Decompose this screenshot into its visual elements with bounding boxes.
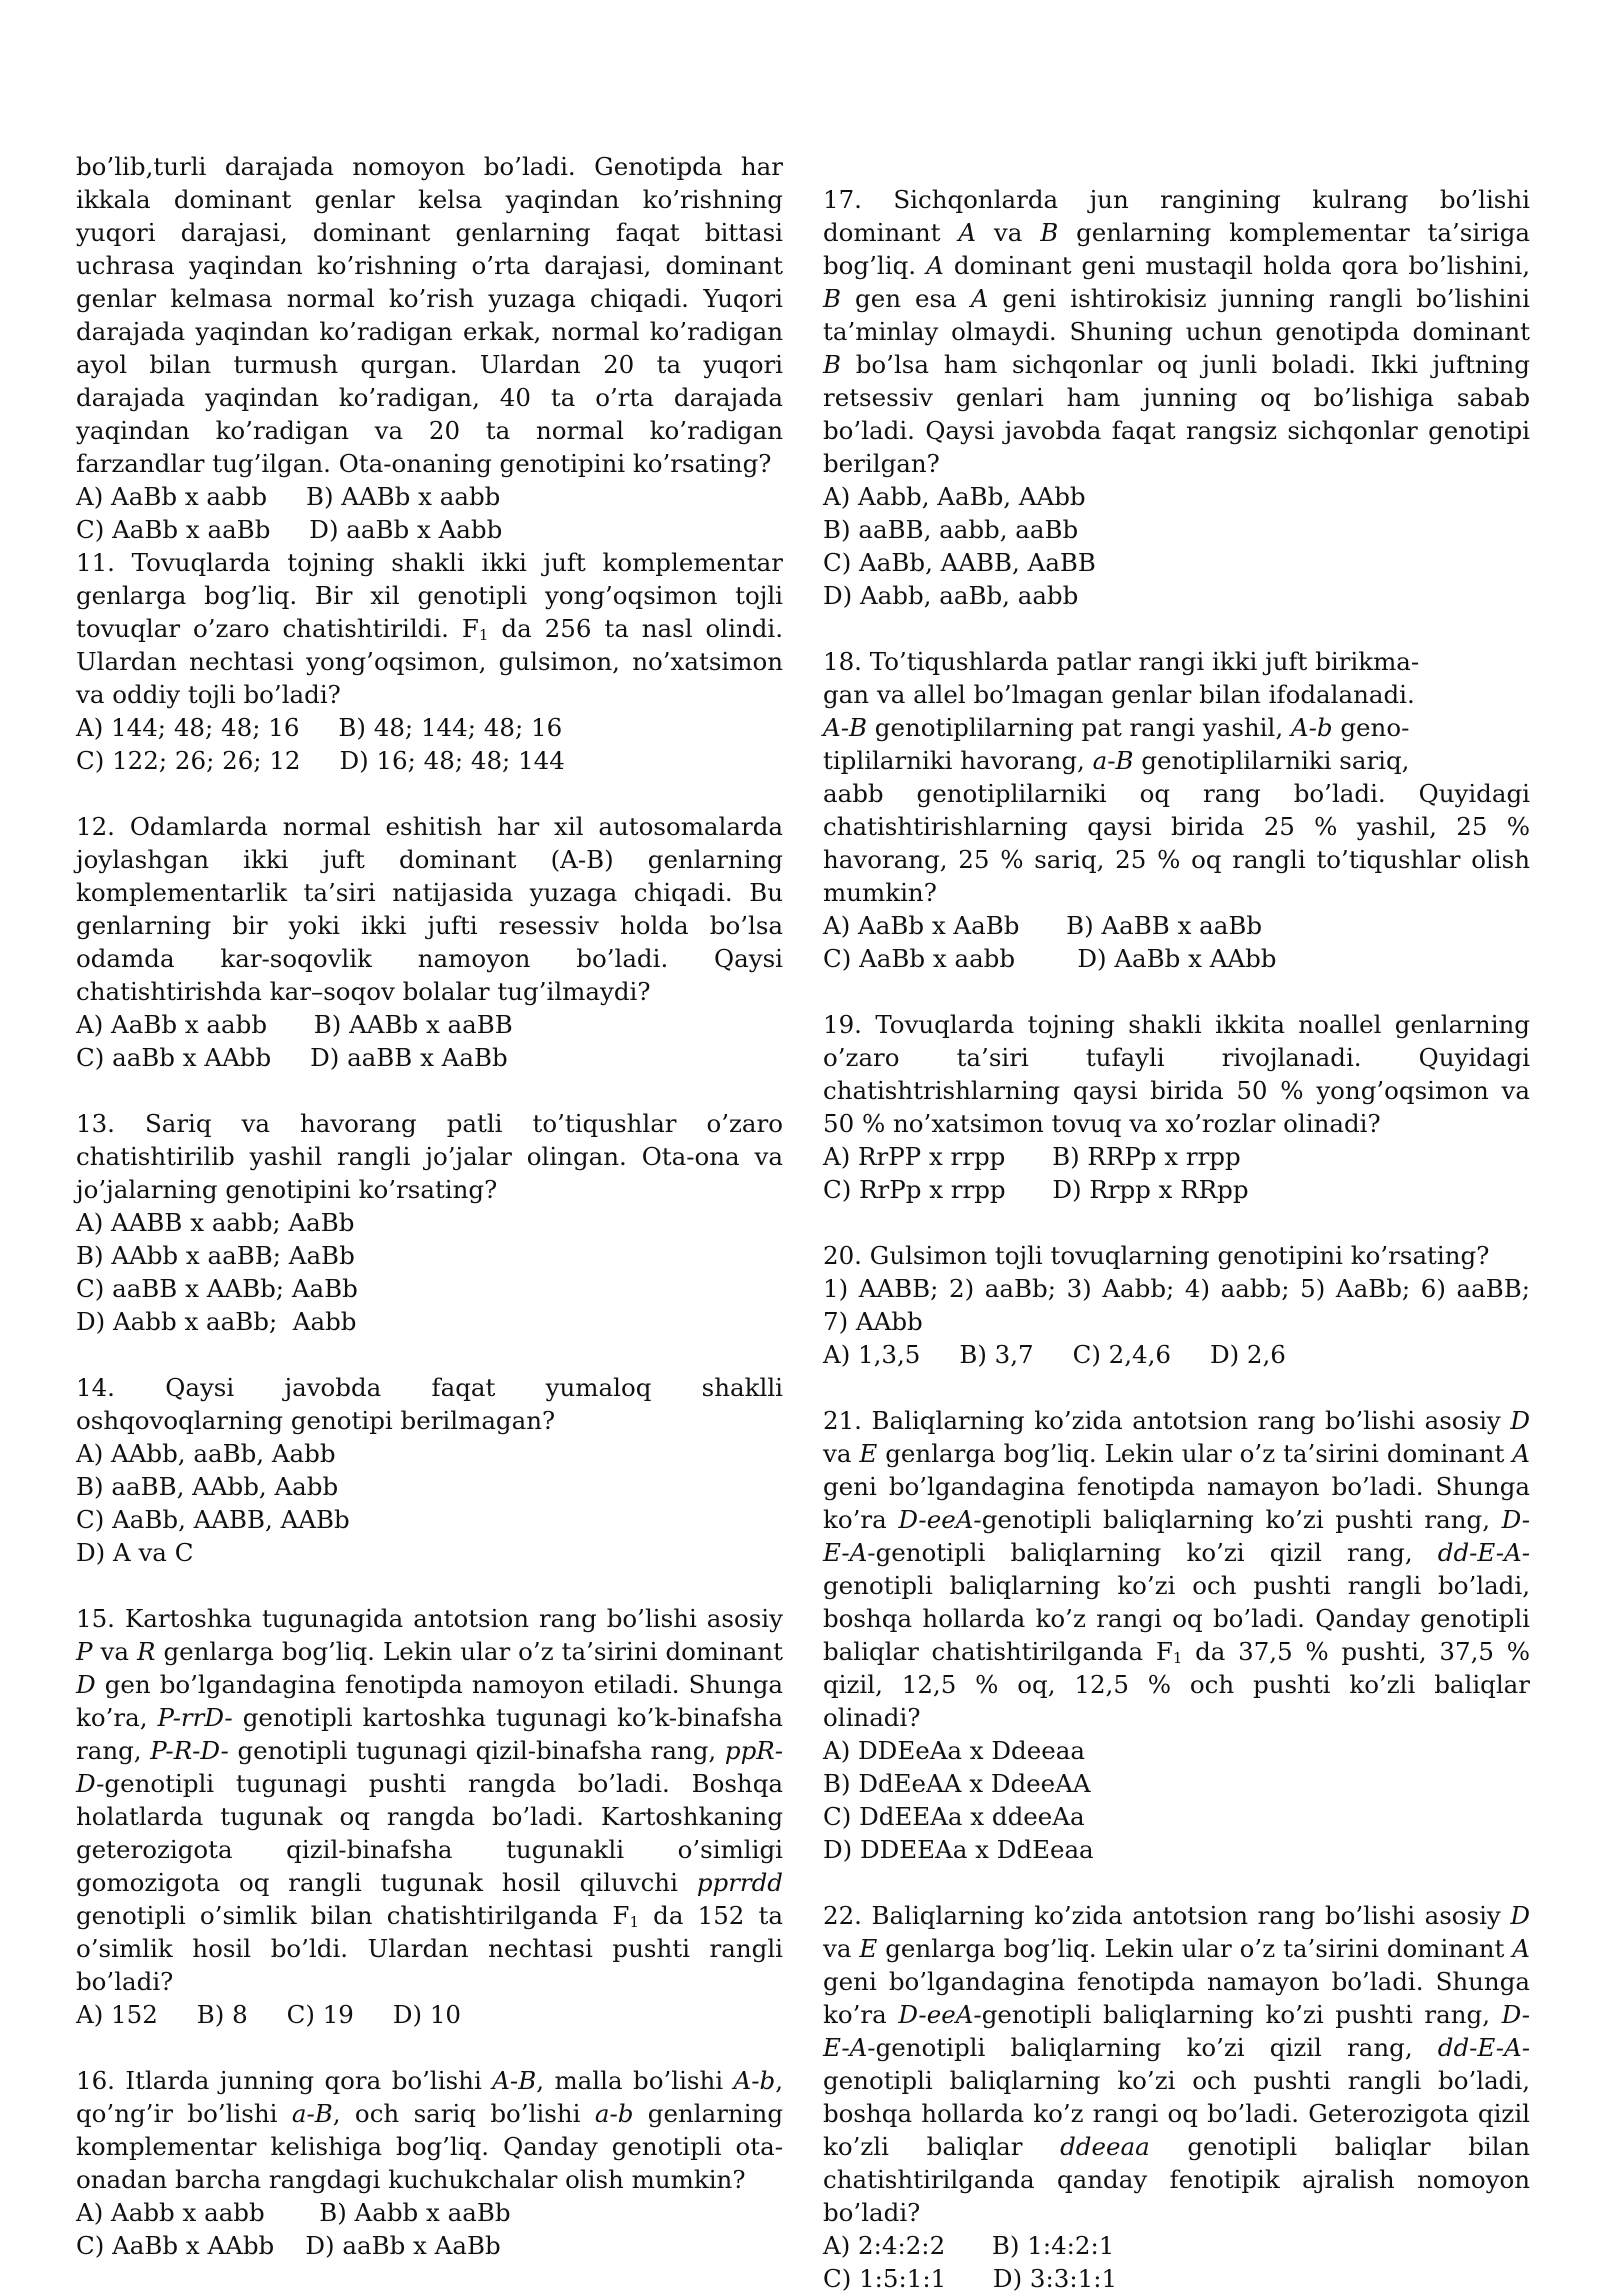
answer-option: D) DDEEAa x DdEeaa [823, 1835, 1094, 1864]
answer-option: A) AAbb, aaBb, Aabb [76, 1439, 336, 1468]
answer-option: C) AaBb, AABB, AaBB [823, 548, 1096, 577]
answer-option: D) Aabb x aaBb; Aabb [76, 1307, 357, 1336]
question-17 [823, 183, 1530, 612]
answer-option: B) aaBB, AAbb, Aabb [76, 1472, 339, 1501]
question-text: 12. Odamlarda normal eshitish har xil autosomalarda joylashgan ikki juft dominant (A-B) genlarning komplementarlik ta’siri natijasida yuzaga chiqadi. Bu genlarning bir yoki ikki jufti resessiv holda bo’lsa odamda kar-soqovlik namoyon bo’ladi. Qaysi chatishtirishda kar–soqov bolalar tug’ilmaydi? [76, 812, 783, 1006]
answer-options-line: C) aaBb x AAbb D) aaBB x AaBb [76, 1043, 508, 1072]
answer-options-line: A) 144; 48; 48; 16 B) 48; 144; 48; 16 [76, 713, 563, 742]
question-14 [76, 1371, 783, 1569]
question-12 [76, 810, 783, 1074]
answer-option: C) AaBb, AABB, AABb [76, 1505, 350, 1534]
right-column [823, 183, 1530, 2295]
answer-options-line: C) AaBb x AAbb D) aaBb x AaBb [76, 2231, 501, 2260]
question-text: 15. Kartoshka tugunagida antotsion rang bo’lishi asosiy P va R genlarga bog’liq. Lekin ular o’z ta’sirini dominant D gen bo’lgandagina fenotipda namoyon etiladi. Shunga ko’ra, P-rrD- genotipli kartoshka tugunagi ko’k-binafsha rang, P-R-D- genotipli tugunagi qizil-binafsha rang, ppR-D-genotipli tugunagi pushti rangda bo’ladi. Boshqa holatlarda tugunak oq rangda bo’ladi. Kartoshkaning geterozigota qizil-binafsha tugunakli o’simligi gomozigota oq rangli tugunak hosil qiluvchi pprrdd genotipli o’simlik bilan chatishtirilganda $F_1$ da 152 ta o’simlik hosil bo’ldi. Ulardan nechtasi pushti rangli bo’ladi? [76, 1604, 783, 1996]
question-22 [823, 1899, 1530, 2295]
question-19 [823, 1008, 1530, 1206]
answer-options-line: A) AaBb x aabb B) AABb x aaBB [76, 1010, 513, 1039]
question-text: 21. Baliqlarning ko’zida antotsion rang bo’lishi asosiy D va E genlarga bog’liq. Lekin ular o’z ta’sirini dominant A geni bo’lgandagina fenotipda namayon bo’ladi. Shunga ko’ra D-eeA-genotipli baliqlarning ko’zi pushti rang, D-E-A-genotipli baliqlarning ko’zi qizil rang, dd-E-A-genotipli baliqlarning ko’zi och pushti rangli bo’ladi, boshqa hollarda ko’z rangi oq bo’ladi. Qanday genotipli baliqlar chatishtirilganda $F_1$ da 37,5 % pushti, 37,5 % qizil, 12,5 % oq, 12,5 % och pushti ko’zli baliqlar olinadi? [823, 1406, 1530, 1732]
question-text: 14. Qaysi javobda faqat yumaloq shaklli oshqovoqlarning genotipi berilmagan? [76, 1373, 783, 1435]
question-text: 20. Gulsimon tojli tovuqlarning genotipini ko’rsating? [823, 1241, 1490, 1270]
answer-options-line: A) AaBb x AaBb B) AaBB x aaBb [823, 911, 1263, 940]
question-16 [76, 2064, 783, 2262]
answer-option: C) DdEEAa x ddeeAa [823, 1802, 1085, 1831]
genotype-list: 1) AABB; 2) aaBb; 3) Aabb; 4) aabb; 5) AaBb; 6) aaBB; 7) AAbb [823, 1274, 1530, 1336]
question-text: 22. Baliqlarning ko’zida antotsion rang bo’lishi asosiy D va E genlarga bog’liq. Lekin ular o’z ta’sirini dominant A geni bo’lgandagina fenotipda namayon bo’ladi. Shunga ko’ra D-eeA-genotipli baliqlarning ko’zi pushti rang, D-E-A-genotipli baliqlarning ko’zi qizil rang, dd-E-A-genotipli baliqlarning ko’zi och pushti rangli bo’ladi, boshqa hollarda ko’z rangi oq bo’ladi. Geterozigota qizil ko’zli baliqlar ddeeaa genotipli baliqlar bilan chatishtirilganda qanday fenotipik ajralish nomoyon bo’ladi? [823, 1901, 1530, 2227]
question-text: 17. Sichqonlarda jun rangining kulrang bo’lishi dominant A va B genlarning komplementar ta’siriga bog’liq. A dominant geni mustaqil holda qora bo’lishini, B gen esa A geni ishtirokisiz junning rangli bo’lishini ta’minlay olmaydi. Shuning uchun genotipda dominant B bo’lsa ham sichqonlar oq junli boladi. Ikki juftning retsessiv genlari ham junning oq bo’lishiga sabab bo’ladi. Qaysi javobda faqat rangsiz sichqonlar genotipi berilgan? [823, 185, 1530, 478]
question-text-line: 18. To’tiqushlarda patlar rangi ikki juft birikma- [823, 647, 1420, 676]
question-text-line: A-B genotiplilarning pat rangi yashil, A-b geno- [823, 713, 1410, 742]
question-11: 11. Tovuqlarda tojning shakli ikki juft komplementar genlarga bog’liq. Bir xil genotipli yong’oqsimon tojli tovuqlar o’zaro chatishtirildi. $F_1$ da 256 ta nasl olindi. Ulardan nechtasi yong’oqsimon, gulsimon, no’xatsimon va oddiy tojli bo’ladi? [76, 548, 783, 709]
answer-options-line: C) AaBb x aabb D) AaBb x AAbb [823, 944, 1277, 973]
answer-option: B) aaBB, aabb, aaBb [823, 515, 1079, 544]
question-18 [823, 645, 1530, 975]
question-text: bo’lib,turli darajada nomoyon bo’ladi. Genotipda har ikkala dominant genlar kelsa yaqindan ko’rishning yuqori darajasi, dominant genlarning faqat bittasi uchrasa yaqindan ko’rishning o’rta darajasi, dominant genlar kelmasa normal ko’rish yuzaga chiqadi. Yuqori darajada yaqindan ko’radigan erkak, normal ko’radigan ayol bilan turmush qurgan. Ulardan 20 ta yuqori darajada yaqindan ko’radigan, 40 ta o’rta darajada yaqindan ko’radigan va 20 ta normal ko’radigan farzandlar tug’ilgan. Ota-onaning genotipini ko’rsating? [76, 152, 783, 478]
answer-options-line: A) 1,3,5 B) 3,7 C) 2,4,6 D) 2,6 [823, 1340, 1286, 1369]
question-10-continuation [76, 150, 783, 777]
answer-option: B) AAbb x aaBB; AaBb [76, 1241, 355, 1270]
question-text-line: tiplilarniki havorang, a-B genotiplilarniki sariq, [823, 746, 1410, 775]
answer-option: C) aaBB x AABb; AaBb [76, 1274, 358, 1303]
answer-options-line: C) AaBb x aaBb D) aaBb x Aabb [76, 515, 503, 544]
answer-options-line: A) AaBb x aabb B) AABb x aabb [76, 482, 501, 511]
answer-option: D) Aabb, aaBb, aabb [823, 581, 1079, 610]
question-20 [823, 1239, 1530, 1371]
answer-option: D) A va C [76, 1538, 194, 1567]
question-21 [823, 1404, 1530, 1866]
question-text: 16. Itlarda junning qora bo’lishi A-B, malla bo’lishi A-b, qo’ng’ir bo’lishi a-B, och sariq bo’lishi a-b genlarning komplementar kelishiga bog’liq. Qanday genotipli ota-onadan barcha rangdagi kuchukchalar olish mumkin? [76, 2066, 783, 2194]
question-text-line: gan va allel bo’lmagan genlar bilan ifodalanadi. [823, 680, 1415, 709]
answer-option: A) Aabb, AaBb, AAbb [823, 482, 1086, 511]
question-text: 19. Tovuqlarda tojning shakli ikkita noallel genlarning o’zaro ta’siri tufayli rivojlanadi. Quyidagi chatishtrishlarning qaysi birida 50 % yong’oqsimon va 50 % no’xatsimon tovuq va xo’rozlar olinadi? [823, 1010, 1530, 1138]
answer-options-line: A) Aabb x aabb B) Aabb x aaBb [76, 2198, 511, 2227]
question-15 [76, 1602, 783, 2031]
answer-options-line: A) 152 B) 8 C) 19 D) 10 [76, 2000, 461, 2029]
answer-option: A) DDEeAa x Ddeeaa [823, 1736, 1085, 1765]
left-column [76, 150, 783, 2262]
answer-options-line: C) 122; 26; 26; 12 D) 16; 48; 48; 144 [76, 746, 565, 775]
answer-options-line: C) RrPp x rrpp D) Rrpp x RRpp [823, 1175, 1249, 1204]
question-13 [76, 1107, 783, 1338]
question-text: 13. Sariq va havorang patli to’tiqushlar o’zaro chatishtirilib yashil rangli jo’jalar olingan. Ota-ona va jo’jalarning genotipini ko’rsating? [76, 1109, 783, 1204]
answer-option: A) AABB x aabb; AaBb [76, 1208, 355, 1237]
question-text: aabb genotiplilarniki oq rang bo’ladi. Quyidagi chatishtirishlarning qaysi birida 25 % yashil, 25 % havorang, 25 % sariq, 25 % oq rangli to’tiqushlar olish mumkin? [823, 779, 1530, 907]
answer-options-line: C) 1:5:1:1 D) 3:3:1:1 [823, 2264, 1118, 2293]
answer-option: B) DdEeAA x DdeeAA [823, 1769, 1091, 1798]
answer-options-line: A) 2:4:2:2 B) 1:4:2:1 [823, 2231, 1115, 2260]
answer-options-line: A) RrPP x rrpp B) RRPp x rrpp [823, 1142, 1241, 1171]
